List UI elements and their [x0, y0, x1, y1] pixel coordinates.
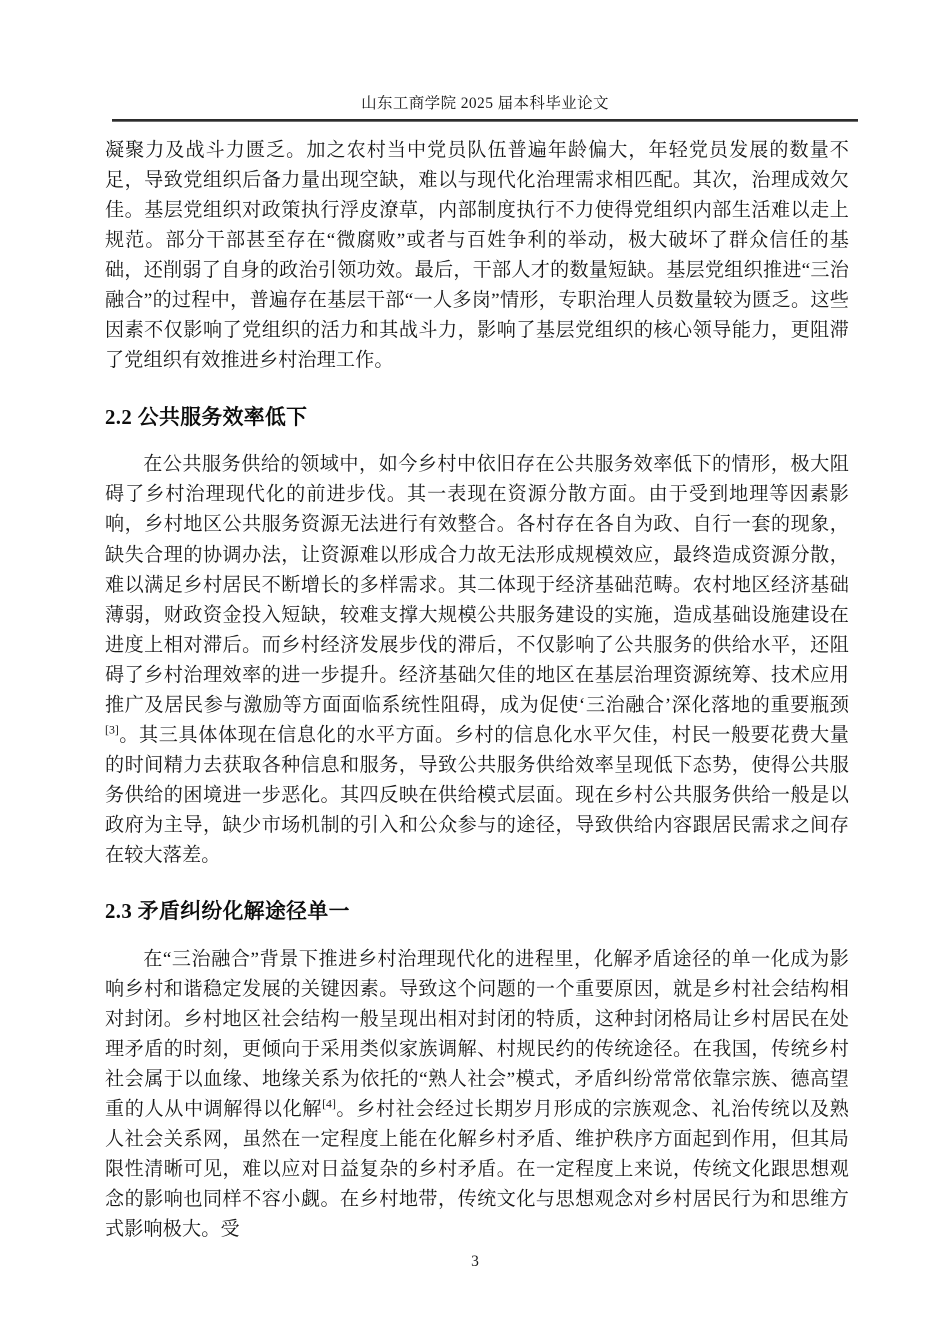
paragraph-section-2-2 — [105, 450, 849, 871]
heading-section-2-2: 2.2 公共服务效率低下 — [105, 406, 308, 430]
heading-section-2-3: 2.3 矛盾纠纷化解途径单一 — [105, 900, 350, 924]
citation-reference-4[interactable]: [4] — [322, 1096, 336, 1111]
paragraph-continuation: 凝聚力及战斗力匮乏。加之农村当中党员队伍普遍年龄偏大，年轻党员发展的数量不足，导致党组织后备力量出现空缺，难以与现代化治理需求相匹配。其次，治理成效欠佳。基层党组织对政策执行浮皮潦草，内部制度执行不力使得党组织内部生活难以走上规范。部分干部甚至存在“微腐败”或者与百姓争利的举动，极大破坏了群众信任的基础，还削弱了自身的政治引领功效。最后，干部人才的数量短缺。基层党组织推进“三治融合”的过程中，普遍存在基层干部“一人多岗”情形，专职治理人员数量较为匮乏。这些因素不仅影响了党组织的活力和其战斗力，影响了基层党组织的核心领导能力，更阻滞了党组织有效推进乡村治理工作。 — [105, 140, 849, 372]
page-footer — [0, 1253, 950, 1271]
paragraph-3-text-part-1: 在“三治融合”背景下推进乡村治理现代化的进程里，化解矛盾途径的单一化成为影响乡村和谐稳定发展的关键因素。导致这个问题的一个重要原因，就是乡村社会结构相对封闭。乡村地区社会结构一般呈现出相对封闭的特质，这种封闭格局让乡村居民在处理矛盾的时刻，更倾向于采用类似家族调解、村规民约的传统途径。在我国，传统乡村社会属于以血缘、地缘关系为依托的“熟人社会”模式，矛盾纠纷常常依靠宗族、德高望重的人从中调解得以化解 — [105, 949, 849, 1121]
citation-reference-3[interactable]: [3] — [105, 722, 119, 737]
paragraph-section-2-3 — [105, 945, 849, 1245]
header-divider-rule — [112, 119, 858, 122]
document-body — [105, 136, 849, 1246]
spacer-before-heading-2-2 — [105, 376, 849, 403]
spacer-before-heading-2-3 — [105, 871, 849, 897]
running-header-title: 山东工商学院 2025 届本科毕业论文 — [361, 95, 609, 112]
paragraph-2-text-part-1: 在公共服务供给的领域中，如今乡村中依旧存在公共服务效率低下的情形，极大阻碍了乡村治理现代化的前进步伐。其一表现在资源分散方面。由于受到地理等因素影响，乡村地区公共服务资源无法进行有效整合。各村存在各自为政、自行一套的现象，缺失合理的协调办法，让资源难以形成合力故无法形成规模效应，最终造成资源分散，难以满足乡村居民不断增长的多样需求。其二体现于经济基础范畴。农村地区经济基础薄弱，财政资金投入短缺，较难支撑大规模公共服务建设的实施，造成基础设施建设在进度上相对滞后。而乡村经济发展步伐的滞后，不仅影响了公共服务的供给水平，还阻碍了乡村治理效率的进一步提升。经济基础欠佳的地区在基层治理资源统筹、技术应用推广及居民参与激励等方面面临系统性阻碍，成为促使‘三治融合’深化落地的重要瓶颈 — [105, 454, 849, 716]
running-header — [112, 94, 858, 122]
spacer-after-heading-2-2 — [105, 433, 849, 450]
paragraph-2-text-part-2: 。其三具体体现在信息化的水平方面。乡村的信息化水平欠佳，村民一般要花费大量的时间精力去获取各种信息和服务，导致公共服务供给效率呈现低下态势，使得公共服务供给的困境进一步恶化。其四反映在供给模式层面。现在乡村公共服务供给一般是以政府为主导，缺少市场机制的引入和公众参与的途径，导致供给内容跟居民需求之间存在较大落差。 — [105, 724, 849, 866]
paragraph-3-text-part-2: 。乡村社会经过长期岁月形成的宗族观念、礼治传统以及熟人社会关系网，虽然在一定程度上能在化解乡村矛盾、维护秩序方面起到作用，但其局限性清晰可见，难以应对日益复杂的乡村矛盾。在一定程度上来说，传统文化跟思想观念的影响也同样不容小觑。在乡村地带，传统文化与思想观念对乡村居民行为和思维方式影响极大。受 — [105, 1099, 849, 1241]
spacer-after-heading-2-3 — [105, 927, 849, 945]
page-number: 3 — [471, 1253, 479, 1270]
